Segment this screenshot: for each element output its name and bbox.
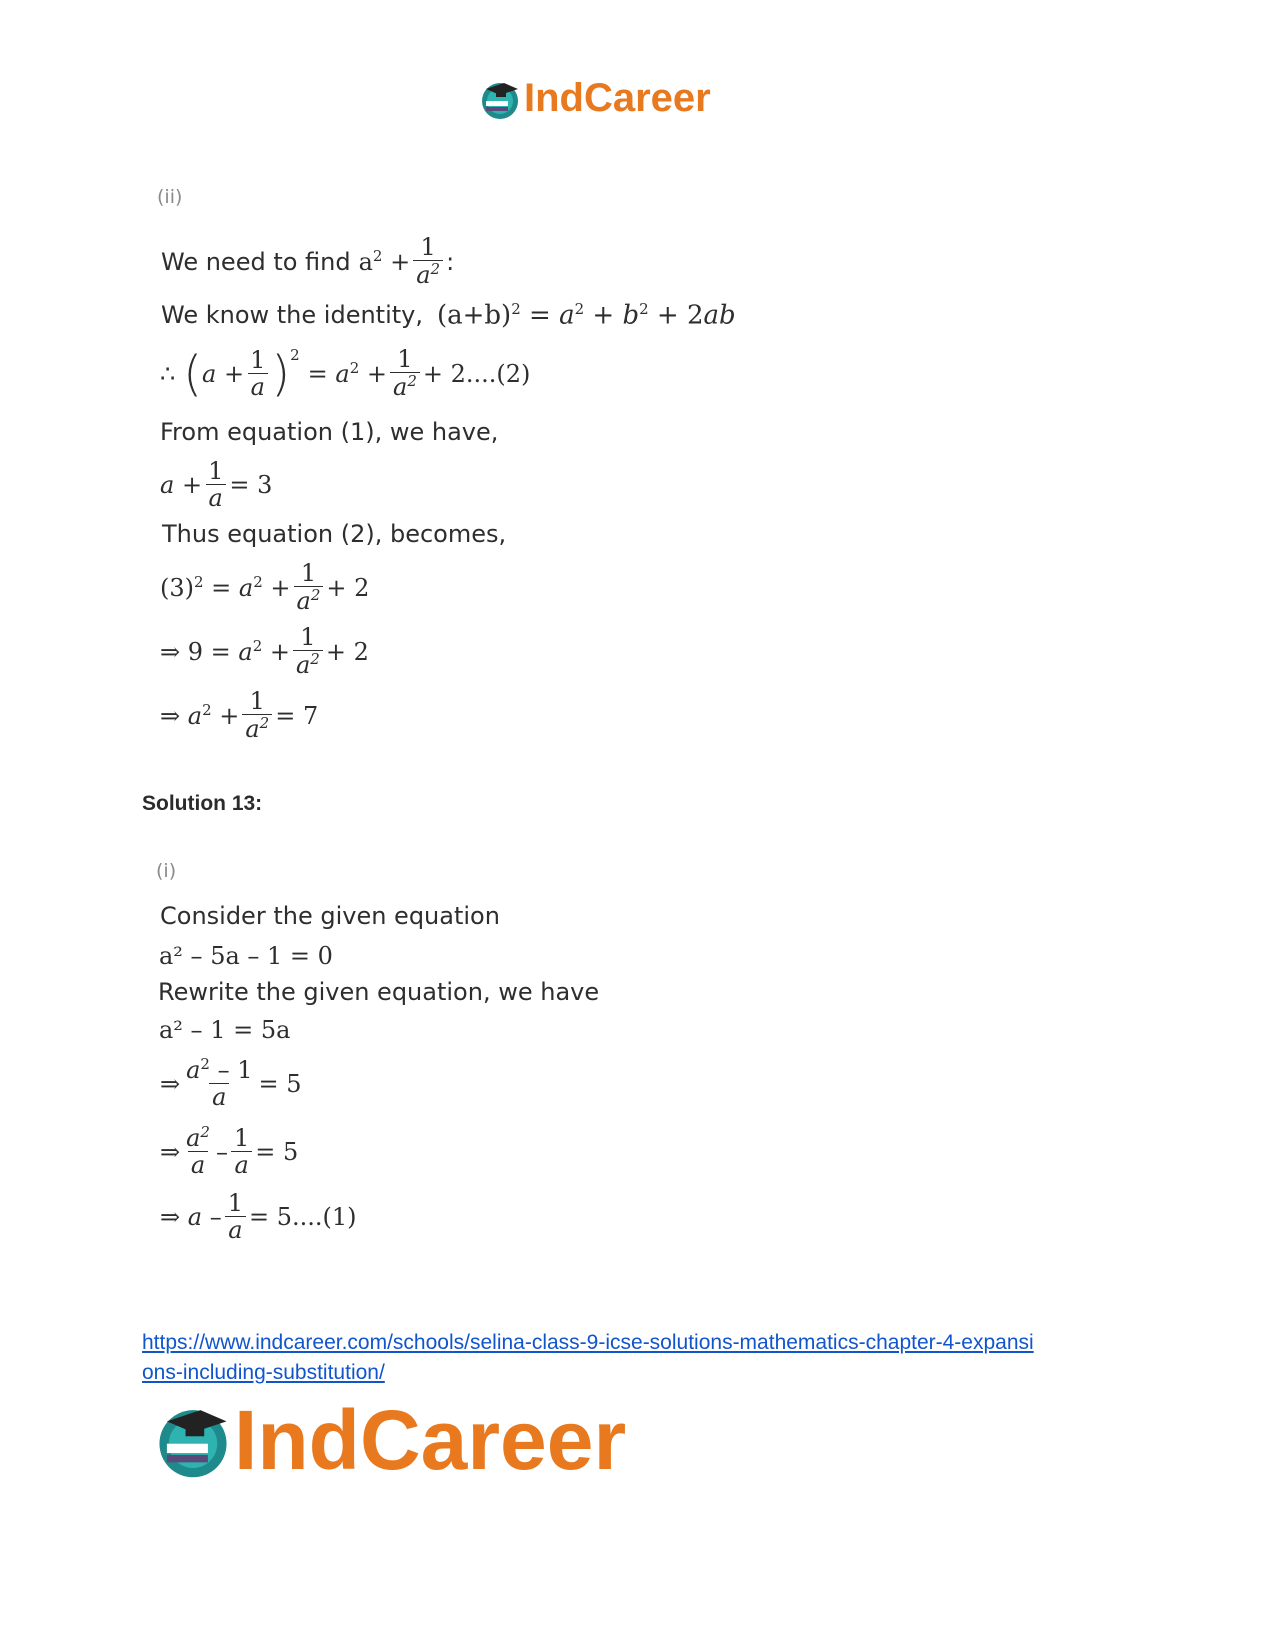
part-label: (i) [156,860,177,882]
math-line [159,942,333,970]
brand-name: IndCareer [524,76,711,120]
math-line [162,520,506,548]
math-line [160,902,500,930]
equation-label: = 5....(1) [248,1203,357,1232]
math-eq: a² – 1 = 5a [159,1016,291,1044]
math-line: ⇒ $\frac{a^2 - 1}{a}$ = 5 [160,1055,302,1112]
math-line: ⇒ $9 = a^2$ + $\frac{1}{a^2}$ + 2 [160,623,369,680]
source-link-line1[interactable]: https://www.indcareer.com/schools/selina-class-9-icse-solutions-mathematics-chapter-4-expansi [142,1331,1034,1354]
math-line [160,418,498,446]
equation-label: + 2....(2) [422,359,531,388]
part-label: (ii) [157,186,183,208]
math-line [158,978,599,1006]
graduation-globe-icon [152,1399,234,1481]
graduation-globe-icon [478,77,522,121]
math-line: ∴ ( a + $\frac{1}{a}$ ) $^2$ = $a^2$ + $\frac{1}{a^2}$ + 2....(2) [160,345,531,402]
math-line: We know the identity, $(a+b)^2 = a^2 + b^2 + 2ab$ [161,300,736,331]
math-line: ⇒ a – $\frac{1}{a}$ = 5....(1) [160,1189,357,1245]
math-line: a + $\frac{1}{a}$ = 3 [160,457,273,513]
brand-name: IndCareer [234,1393,627,1487]
math-line: ⇒ $a^2$ + $\frac{1}{a^2}$ = 7 [160,687,319,744]
math-line: We need to find $a^2$ + $\frac{1}{a^2}$ : [161,233,455,290]
source-link-line2[interactable]: ons-including-substitution/ [142,1361,385,1384]
math-line [159,1016,290,1044]
math-text: From equation (1), we have, [160,418,499,446]
math-text: Rewrite the given equation, we have [158,978,600,1006]
math-line: $(3)^2 = a^2$ + $\frac{1}{a^2}$ + 2 [160,559,370,616]
math-text: Thus equation (2), becomes, [162,520,507,548]
header-logo [478,76,711,121]
math-text: We know the identity, [161,301,423,330]
math-line: ⇒ $\frac{a^2}{a}$ – $\frac{1}{a}$ = 5 [160,1123,299,1180]
math-eq: a² – 5a – 1 = 0 [159,942,333,970]
solution-title: Solution 13: [142,792,263,815]
source-link[interactable] [142,1328,1142,1388]
math-text: Consider the given equation [160,902,500,930]
footer-logo [152,1393,627,1487]
math-text: We need to find [161,247,351,276]
